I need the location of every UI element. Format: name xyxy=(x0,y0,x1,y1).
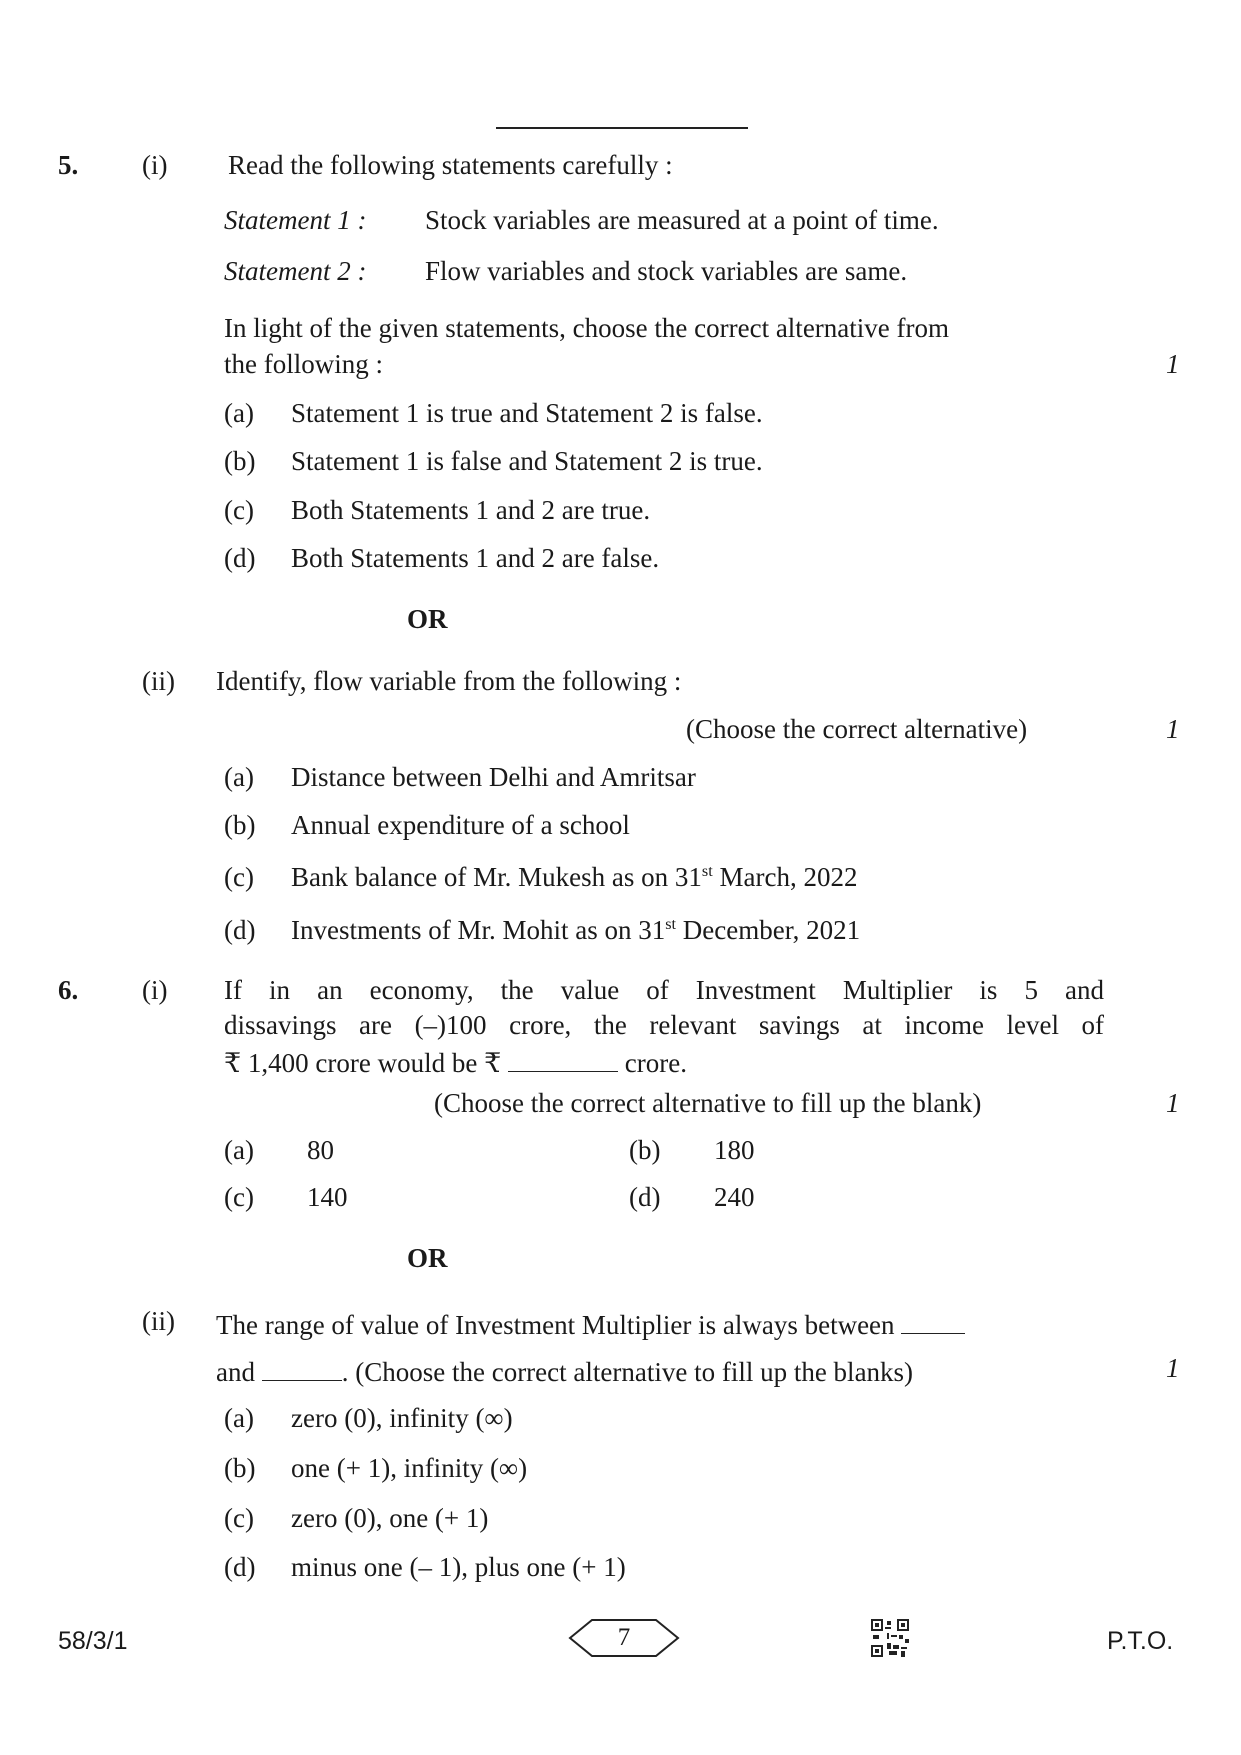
option-text: minus one (– 1), plus one (+ 1) xyxy=(291,1552,626,1582)
statement-2-label: Statement 2 : xyxy=(224,256,367,286)
q6-ii-line2: and . (Choose the correct alternative to fill up the blanks) xyxy=(216,1353,913,1388)
q6-i-line2: dissavings are (–)100 crore, the relevant savings at income level of xyxy=(224,1010,1104,1040)
q5-i-instruction-line1: In light of the given statements, choose the correct alternative from xyxy=(224,313,949,343)
option-label: (c) xyxy=(224,1503,254,1533)
page-number-badge xyxy=(568,1618,680,1658)
option-label: (b) xyxy=(224,1453,256,1483)
page-number: 7 xyxy=(617,1624,631,1651)
q5-ii-marks: 1 xyxy=(1166,714,1180,744)
q5-part-ii-label: (ii) xyxy=(142,666,175,696)
or-separator: OR xyxy=(407,1243,448,1273)
option-text: Bank balance of Mr. Mukesh as on 31st March, 2022 xyxy=(291,862,858,892)
option-text: 240 xyxy=(714,1182,755,1212)
question-number-6: 6. xyxy=(58,975,79,1005)
option-text: Annual expenditure of a school xyxy=(291,810,630,840)
qr-code-icon xyxy=(871,1619,909,1657)
option-text: Both Statements 1 and 2 are true. xyxy=(291,495,651,525)
q6-ii-marks: 1 xyxy=(1166,1353,1180,1383)
pto-label: P.T.O. xyxy=(1107,1627,1174,1655)
option-text: Distance between Delhi and Amritsar xyxy=(291,762,696,792)
option-label: (d) xyxy=(224,1552,256,1582)
option-text: Both Statements 1 and 2 are false. xyxy=(291,543,660,573)
q6-i-instruction: (Choose the correct alternative to fill up the blank) xyxy=(434,1088,982,1118)
option-label: (a) xyxy=(224,1135,254,1165)
q6-i-marks: 1 xyxy=(1166,1088,1180,1118)
q6-part-ii-label: (ii) xyxy=(142,1306,175,1336)
q6-part-i-label: (i) xyxy=(142,975,168,1005)
option-label: (b) xyxy=(224,810,256,840)
option-text: 80 xyxy=(307,1135,334,1165)
option-label: (c) xyxy=(224,1182,254,1212)
option-text: Statement 1 is false and Statement 2 is true. xyxy=(291,446,763,476)
option-label: (d) xyxy=(224,543,256,573)
option-text: Investments of Mr. Mohit as on 31st December, 2021 xyxy=(291,915,861,945)
option-text: Statement 1 is true and Statement 2 is false. xyxy=(291,398,763,428)
question-number-5: 5. xyxy=(58,150,79,180)
fill-blank xyxy=(901,1306,965,1334)
statement-1-label: Statement 1 : xyxy=(224,205,367,235)
q5-i-instruction-line2: the following : xyxy=(224,349,383,379)
option-label: (c) xyxy=(224,862,254,892)
q6-i-line1: If in an economy, the value of Investment Multiplier is 5 and xyxy=(224,975,1104,1005)
q5-part-i-label: (i) xyxy=(142,150,168,180)
option-text: zero (0), infinity (∞) xyxy=(291,1403,513,1433)
q5-ii-instruction: (Choose the correct alternative) xyxy=(686,714,1028,744)
option-text: 140 xyxy=(307,1182,348,1212)
option-label: (a) xyxy=(224,398,254,428)
option-label: (d) xyxy=(224,915,256,945)
q6-ii-line1: The range of value of Investment Multiplier is always between xyxy=(216,1306,965,1341)
option-label: (b) xyxy=(224,446,256,476)
option-label: (a) xyxy=(224,762,254,792)
statement-2-text: Flow variables and stock variables are same. xyxy=(425,256,908,286)
option-text: one (+ 1), infinity (∞) xyxy=(291,1453,528,1483)
q5-ii-prompt: Identify, flow variable from the following : xyxy=(216,666,682,696)
option-label: (d) xyxy=(629,1182,661,1212)
option-label: (c) xyxy=(224,495,254,525)
paper-code: 58/3/1 xyxy=(58,1627,128,1655)
option-text: 180 xyxy=(714,1135,755,1165)
option-label: (a) xyxy=(224,1403,254,1433)
option-text: zero (0), one (+ 1) xyxy=(291,1503,489,1533)
q5-i-prompt: Read the following statements carefully : xyxy=(228,150,673,180)
statement-1-text: Stock variables are measured at a point of time. xyxy=(425,205,939,235)
q6-i-line3: ₹ 1,400 crore would be ₹ crore. xyxy=(224,1044,687,1079)
or-separator: OR xyxy=(407,604,448,634)
top-rule xyxy=(496,127,748,129)
fill-blank xyxy=(262,1353,342,1381)
option-label: (b) xyxy=(629,1135,661,1165)
fill-blank xyxy=(508,1044,618,1072)
q5-i-marks: 1 xyxy=(1166,349,1180,379)
